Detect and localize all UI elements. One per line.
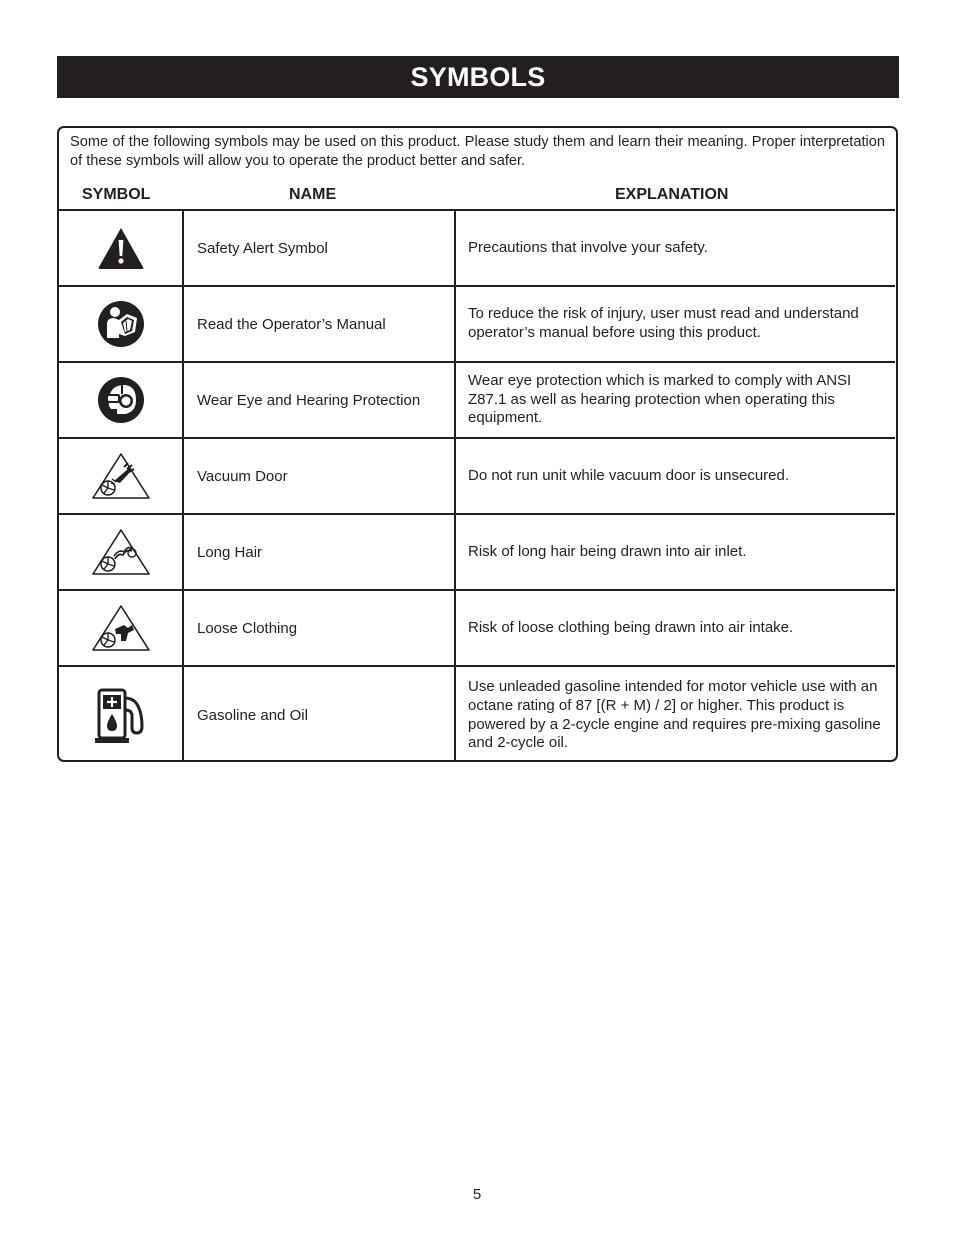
loose-clothing-icon [59, 591, 184, 665]
page-title: SYMBOLS [57, 56, 899, 98]
column-header-explanation: EXPLANATION [615, 186, 729, 203]
symbols-table [59, 209, 895, 762]
symbol-explanation: To reduce the risk of injury, user must read and understand operator’s manual before using this product. [468, 305, 859, 341]
safety-alert-icon [59, 211, 184, 285]
long-hair-icon [59, 515, 184, 589]
table-row [59, 211, 895, 287]
symbol-explanation: Precautions that involve your safety. [468, 238, 708, 256]
table-row [59, 439, 895, 515]
read-manual-icon [59, 287, 184, 361]
page-number: 5 [472, 1186, 482, 1203]
gasoline-oil-icon [59, 667, 184, 762]
symbol-explanation: Wear eye protection which is marked to comply with ANSI Z87.1 as well as hearing protection when operating this equipment. [468, 372, 852, 427]
symbol-explanation: Use unleaded gasoline intended for motor vehicle use with an octane rating of 87 [(R + M) / 2] or higher. This product is powered by a 2-cycle engine and requires pre-mixing gasoline and 2-cycle oil. [468, 678, 881, 752]
vacuum-door-icon [59, 439, 184, 513]
column-header-name: NAME [289, 186, 337, 203]
table-row [59, 287, 895, 363]
symbol-name: Vacuum Door [184, 439, 456, 513]
table-row [59, 515, 895, 591]
symbol-explanation: Do not run unit while vacuum door is unsecured. [468, 466, 790, 484]
symbol-name: Safety Alert Symbol [184, 211, 456, 285]
symbol-name: Read the Operator’s Manual [184, 287, 456, 361]
symbol-explanation: Risk of long hair being drawn into air inlet. [468, 542, 747, 560]
table-row [59, 667, 895, 762]
column-header-symbol: SYMBOL [82, 186, 151, 203]
symbol-name: Loose Clothing [184, 591, 456, 665]
symbol-explanation: Risk of loose clothing being drawn into air intake. [468, 618, 794, 636]
symbols-panel [57, 126, 898, 762]
intro-text: Some of the following symbols may be used on this product. Please study them and learn their meaning. Proper interpretation of these symbols will allow you to operate the product better and safer. [70, 134, 885, 169]
eye-hearing-protection-icon [59, 363, 184, 437]
table-row [59, 363, 895, 439]
symbol-name: Gasoline and Oil [184, 667, 456, 762]
table-row [59, 591, 895, 667]
symbol-name: Wear Eye and Hearing Protection [184, 363, 456, 437]
symbol-name: Long Hair [184, 515, 456, 589]
